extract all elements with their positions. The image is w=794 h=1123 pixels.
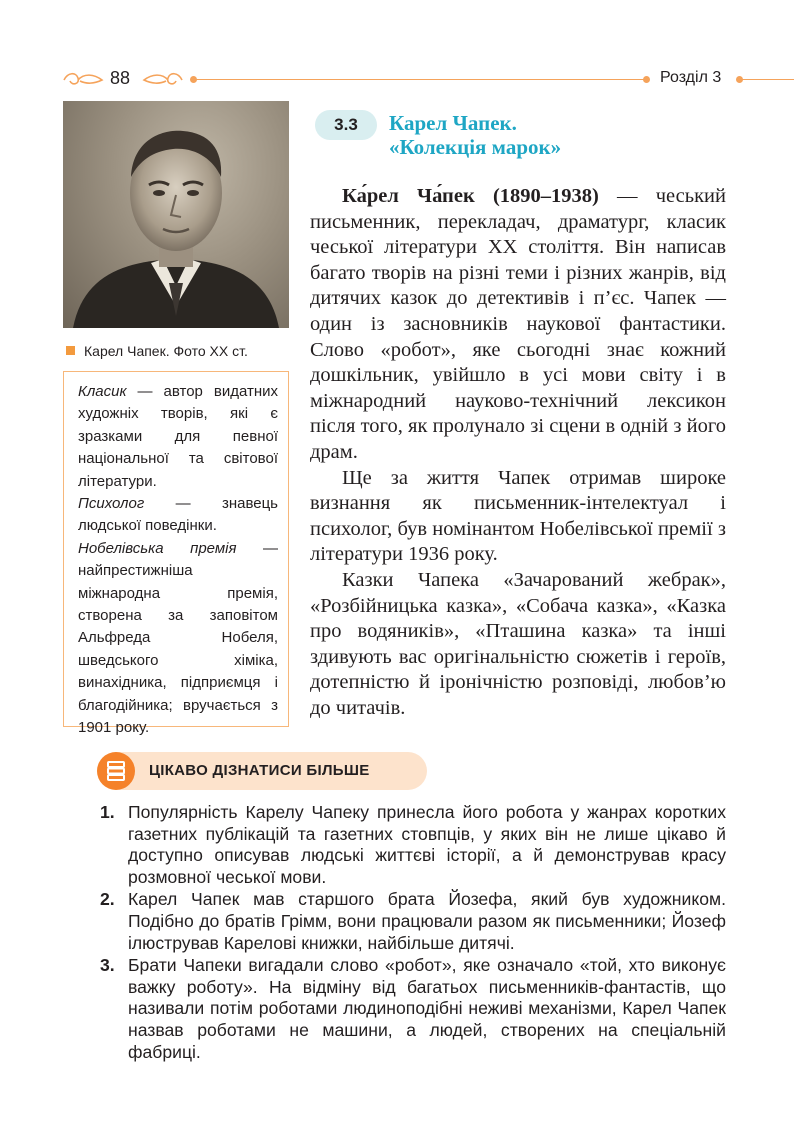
facts-list: [100, 802, 726, 1064]
glossary-entry: [78, 538, 278, 740]
fact-text: Популярність Карелу Чапеку принесла його робота у жанрах коротких газетних публікацій та газетних стовпців, у яких він не лише цікаво й доступно описував людські життєві історії, а й демонстрував красу розмовної чеської мови.: [128, 802, 726, 887]
fact-text: Карел Чапек мав старшого брата Йозефа, який був художником. Подібно до братів Грімм, вони працювали разом як письменники; Йозеф ілюстрував Карелові книжки, найбільше дитячі.: [128, 889, 726, 953]
section-title: [389, 111, 561, 159]
glossary-entry: [78, 381, 278, 493]
fact-number: 3.: [100, 955, 115, 976]
body-text: — чеський письменник, перекладач, драматург, класик чеської літератури ХХ століття. Він написав багато творів на різні теми і різних жанрів, від дитячих казок до детективів і п’єс. Чапек — один із засновників наукової фантастики. Слово «робот», яке сьогодні знає кожний дошкільник, увійшло в усі мови світу і в міжнародний науково-технічний лексикон після того, як пролунало зі сцени в одній з його драм.: [310, 185, 726, 463]
fact-number: 2.: [100, 889, 115, 910]
photo-caption-text: Карел Чапек. Фото ХХ ст.: [84, 343, 248, 359]
section-number-badge: 3.3: [315, 110, 377, 140]
header-rule: [196, 79, 644, 80]
glossary-box: [63, 371, 289, 737]
interesting-facts-title: ЦІКАВО ДІЗНАТИСИ БІЛЬШЕ: [149, 762, 370, 779]
header-dot: [643, 76, 650, 83]
ornament-left-icon: [60, 70, 106, 90]
list-item: [100, 889, 726, 954]
glossary-definition: — найпрестижніша міжнародна премія, створена за заповітом Альфреда Нобеля, шведського хіміка, винахідника, підприємця і благодійника; вручається з 1901 року.: [78, 539, 278, 737]
glossary-term: Психолог: [78, 495, 145, 513]
glossary-entry: [78, 493, 278, 538]
ornament-right-icon: [140, 70, 186, 90]
body-paragraph: Казки Чапека «Зачарований жебрак», «Розбійницька казка», «Собача казка», «Казка про водяників», «Пташина казка» та інші здивують вас оригінальністю сюжетів і героїв, дотепністю й іронічністю розповіді, любов’ю до читачів.: [310, 568, 726, 719]
section-label: Розділ 3: [660, 69, 722, 86]
body-paragraph: Ще за життя Чапек отримав широке визнання як письменник-інтелектуал і психолог, був номінантом Нобелівської премії з літератури 1936 року.: [310, 466, 726, 566]
article-body: [310, 184, 726, 721]
author-name: Ка́рел Ча́пек (1890–1938): [342, 185, 599, 207]
book-stack-icon: [97, 752, 135, 790]
page-number: 88: [110, 68, 131, 88]
glossary-definition: — автор видатних художніх творів, які є зразками для певної національної та світової літератури.: [78, 383, 278, 490]
glossary-definition: — знавець людської поведінки.: [78, 495, 278, 535]
body-paragraph: [310, 184, 726, 466]
fact-text: Брати Чапеки вигадали слово «робот», яке означало «той, хто виконує важку роботу». На відміну від багатьох письменників-фантастів, що називали потім роботами людиноподібні неживі механізми, Карел Чапек назвав роботами не машини, а людей, створених на спеціальній фабриці.: [128, 955, 726, 1062]
page-header: [0, 66, 794, 94]
fact-number: 1.: [100, 802, 115, 822]
photo-caption: [66, 343, 248, 359]
portrait-photo: [63, 101, 289, 328]
glossary-term: Класик: [78, 383, 127, 400]
list-item: [100, 802, 726, 888]
header-rule: [742, 79, 794, 80]
glossary-term: Нобелівська премія: [78, 539, 237, 557]
section-title-line: «Колекція марок»: [389, 135, 562, 159]
list-item: [100, 955, 726, 1063]
portrait-image: [63, 101, 289, 328]
section-title-line: Карел Чапек.: [389, 111, 517, 135]
caption-bullet-icon: [66, 346, 75, 355]
